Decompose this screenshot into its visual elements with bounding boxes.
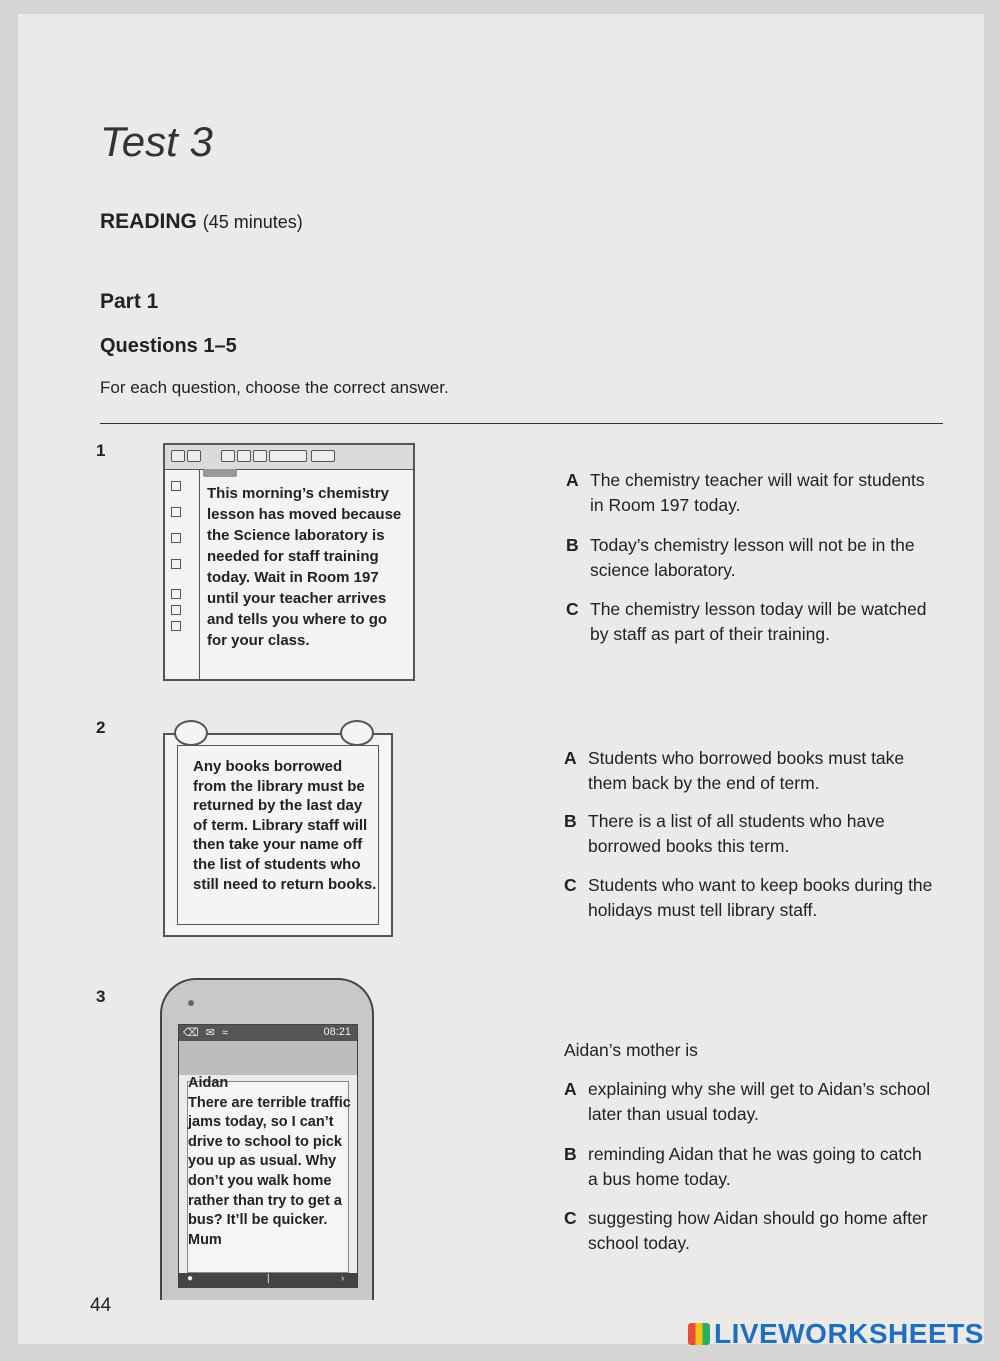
question-number-2: 2: [96, 718, 106, 737]
q1-option-b[interactable]: B Today’s chemistry lesson will not be in the science laboratory.: [566, 535, 915, 580]
section-label: READING: [100, 210, 197, 233]
chevron-right-icon: ›: [341, 1273, 345, 1284]
part-heading: Part 1: [100, 290, 159, 313]
q1-option-a[interactable]: A The chemistry teacher will wait for students in Room 197 today.: [566, 470, 925, 515]
library-notice: [163, 733, 393, 937]
test-title: Test 3: [100, 118, 213, 165]
status-time: 08:21: [323, 1026, 351, 1038]
question-number-3: 3: [96, 987, 106, 1006]
question-number-1: 1: [96, 441, 106, 460]
status-bar: [179, 1025, 357, 1041]
q2-option-b[interactable]: B There is a list of all students who have borrowed books this term.: [564, 811, 885, 856]
instruction-text: For each question, choose the correct answer.: [100, 378, 449, 397]
divider-icon: |: [267, 1273, 270, 1284]
section-duration: (45 minutes): [202, 212, 303, 232]
q3-message: Aidan There are terrible traffic jams today, so I can’t drive to school to pick you up as usual. Why don’t you walk home rather than try to get a bus? It’ll be quicker. Mum: [188, 1075, 351, 1248]
camera-icon: [188, 1000, 194, 1006]
q3-stem: Aidan’s mother is: [564, 1040, 698, 1060]
window-toolbar: [165, 445, 413, 470]
logo-icon: [688, 1323, 710, 1345]
section-heading: [100, 210, 303, 234]
window-sidebar: [165, 469, 200, 679]
q1-message: This morning’s chemistry lesson has moved because the Science laboratory is needed for staff training today. Wait in Room 197 until your teacher arrives and tells you where to go for your class.: [207, 485, 402, 649]
q2-option-c[interactable]: C Students who want to keep books during the holidays must tell library staff.: [564, 875, 933, 920]
home-icon: ●: [187, 1273, 194, 1284]
q3-option-b[interactable]: B reminding Aidan that he was going to catch a bus home today.: [564, 1144, 922, 1189]
pin-icon: [174, 720, 208, 746]
divider: [100, 423, 943, 424]
q2-message: Any books borrowed from the library must be returned by the last day of term. Library staff will then take your name off the list of students who still need to return books.: [193, 758, 377, 893]
q3-option-c[interactable]: C suggesting how Aidan should go home after school today.: [564, 1208, 928, 1253]
q3-option-a[interactable]: A explaining why she will get to Aidan’s school later than usual today.: [564, 1079, 931, 1124]
pin-icon: [340, 720, 374, 746]
liveworksheets-logo: [688, 1318, 984, 1350]
questions-heading: Questions 1–5: [100, 335, 237, 357]
phone-nav-bar: [179, 1273, 357, 1287]
q1-option-c[interactable]: C The chemistry lesson today will be watched by staff as part of their training.: [566, 599, 927, 644]
q2-option-a[interactable]: A Students who borrowed books must take them back by the end of term.: [564, 748, 905, 793]
watermark-text: LIVEWORKSHEETS: [714, 1318, 984, 1349]
app-window-notice: [163, 443, 415, 681]
status-icons: ⌫ ✉ ≈: [183, 1027, 230, 1039]
page-number: 44: [90, 1295, 112, 1316]
